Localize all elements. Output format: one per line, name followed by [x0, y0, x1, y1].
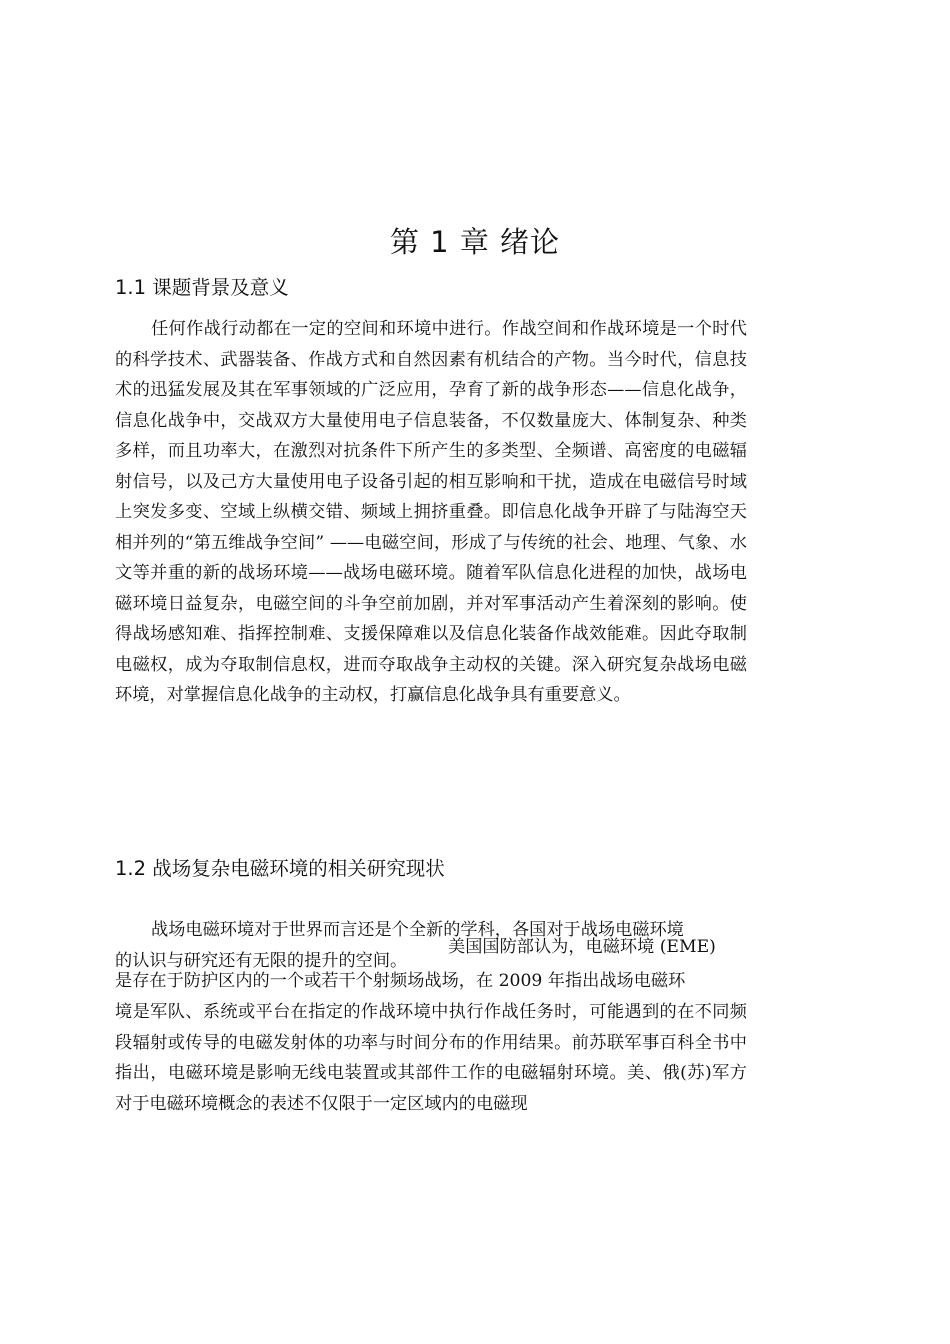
section-1-2-paragraph: 境是军队、系统或平台在指定的作战环境中执行作战任务时，可能遇到的在不同频段辐射或传导的电磁发射体的功率与时间分布的作用结果。前苏联军事百科全书中指出，电磁环境是影响无线电装置或其部件工作的电磁辐射环境。美、俄(苏)军方对于电磁环境概念的表述不仅限于一定区域内的电磁现 [115, 1002, 747, 1114]
section-heading-1-1: 1.1 课题背景及意义 [115, 276, 289, 299]
section-1-2-line-b1: 美国国防部认为，电磁环境 (EME) [448, 937, 716, 957]
section-heading-1-2: 1.2 战场复杂电磁环境的相关研究现状 [115, 857, 445, 880]
section-1-2-line-a1: 战场电磁环境对于世界而言还是个全新的学科，各国对于战场电磁环境 [151, 920, 684, 940]
section-1-1-paragraph: 任何作战行动都在一定的空间和环境中进行。作战空间和作战环境是一个时代的科学技术、武器装备、作战方式和自然因素有机结合的产物。当今时代，信息技术的迅猛发展及其在军事领域的广泛应用，孕育了新的战争形态——信息化战争，信息化战争中，交战双方大量使用电子信息装备，不仅数量庞大、体制复杂、种类多样，而且功率大，在激烈对抗条件下所产生的多类型、全频谱、高密度的电磁辐射信号，以及己方大量使用电子设备引起的相互影响和干扰，造成在电磁信号时域上突发多变、空域上纵横交错、频域上拥挤重叠。即信息化战争开辟了与陆海空天相并列的“第五维战争空间” ——电磁空间，形成了与传统的社会、地理、气象、水文等并重的新的战场环境——战场电磁环境。随着军队信息化进程的加快，战场电磁环境日益复杂，电磁空间的斗争空前加剧，并对军事活动产生着深刻的影响。使得战场感知难、指挥控制难、支援保障难以及信息化装备作战效能难。因此夺取制电磁权，成为夺取制信息权，进而夺取战争主动权的关键。深入研究复杂战场电磁环境，对掌握信息化战争的主动权，打赢信息化战争具有重要意义。 [115, 319, 747, 705]
section-1-2-line-b2: 是存在于防护区内的一个或若干个射频场战场，在 2009 年指出战场电磁环 [115, 971, 686, 991]
section-1-2-line-a2: 的认识与研究还有无限的提升的空间。 [115, 951, 408, 971]
chapter-title: 第 1 章 绪论 [389, 225, 561, 259]
